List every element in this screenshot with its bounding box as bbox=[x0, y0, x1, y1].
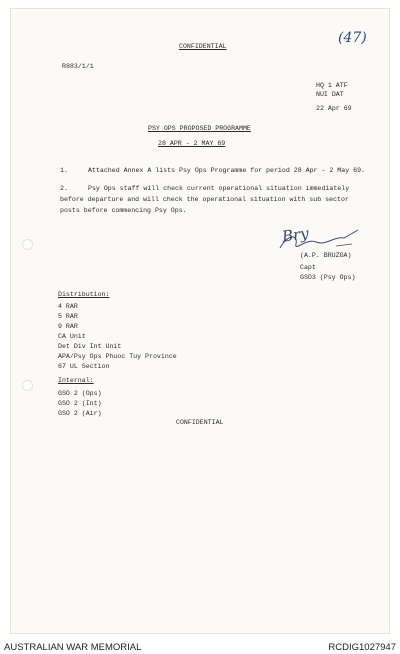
document-title: PSY OPS PROPOSED PROGRAMME bbox=[148, 125, 251, 132]
internal-item: GSO 2 (Ops) bbox=[58, 390, 102, 397]
page-number: (47) bbox=[338, 30, 367, 46]
distribution-item: CA Unit bbox=[58, 333, 86, 340]
distribution-item: 4 RAR bbox=[58, 303, 78, 310]
punch-hole bbox=[22, 380, 33, 391]
internal-heading: Internal: bbox=[58, 377, 94, 384]
distribution-item: 67 UL Section bbox=[58, 363, 110, 370]
origin-line-2: NUI DAT bbox=[316, 91, 344, 98]
classification-top: CONFIDENTIAL bbox=[179, 43, 227, 50]
signature-mark bbox=[276, 228, 362, 254]
distribution-item: Det Div Int Unit bbox=[58, 343, 122, 350]
distribution-heading: Distribution: bbox=[58, 291, 110, 298]
archive-id: RCDIG1027947 bbox=[328, 642, 396, 653]
paragraph-line: Attached Annex A lists Psy Ops Programme for period 28 Apr - 2 May 69. bbox=[88, 167, 365, 174]
paragraph-number: 2. bbox=[60, 185, 68, 192]
paragraph-line: before departure and will check the operational situation with sub sector bbox=[60, 196, 349, 203]
signatory-name: (A.P. BRUZGA) bbox=[300, 252, 352, 259]
signature-scrawl: Bry bbox=[280, 224, 310, 246]
archive-footer bbox=[0, 640, 400, 654]
origin-line-1: HQ 1 ATF bbox=[316, 82, 348, 89]
punch-hole bbox=[22, 239, 33, 250]
distribution-item: 5 RAR bbox=[58, 313, 78, 320]
distribution-item: APA/Psy Ops Phuoc Tuy Province bbox=[58, 353, 177, 360]
internal-item: GSO 2 (Int) bbox=[58, 400, 102, 407]
internal-item: GSO 2 (Air) bbox=[58, 410, 102, 417]
paragraph-line: Psy Ops staff will check current operational situation immediately bbox=[88, 185, 350, 192]
classification-bottom: CONFIDENTIAL bbox=[176, 419, 224, 426]
file-reference: R883/1/1 bbox=[62, 63, 94, 70]
signatory-rank: Capt bbox=[300, 264, 316, 271]
paragraph-number: 1. bbox=[60, 167, 68, 174]
archive-name: AUSTRALIAN WAR MEMORIAL bbox=[4, 642, 142, 653]
paragraph-line: posts before commencing Psy Ops. bbox=[60, 207, 187, 214]
document-date: 22 Apr 69 bbox=[316, 105, 352, 112]
document-page bbox=[10, 8, 390, 634]
signatory-role: GSO3 (Psy Ops) bbox=[300, 274, 356, 281]
distribution-item: 9 RAR bbox=[58, 323, 78, 330]
document-period: 28 APR - 2 MAY 69 bbox=[158, 140, 226, 147]
